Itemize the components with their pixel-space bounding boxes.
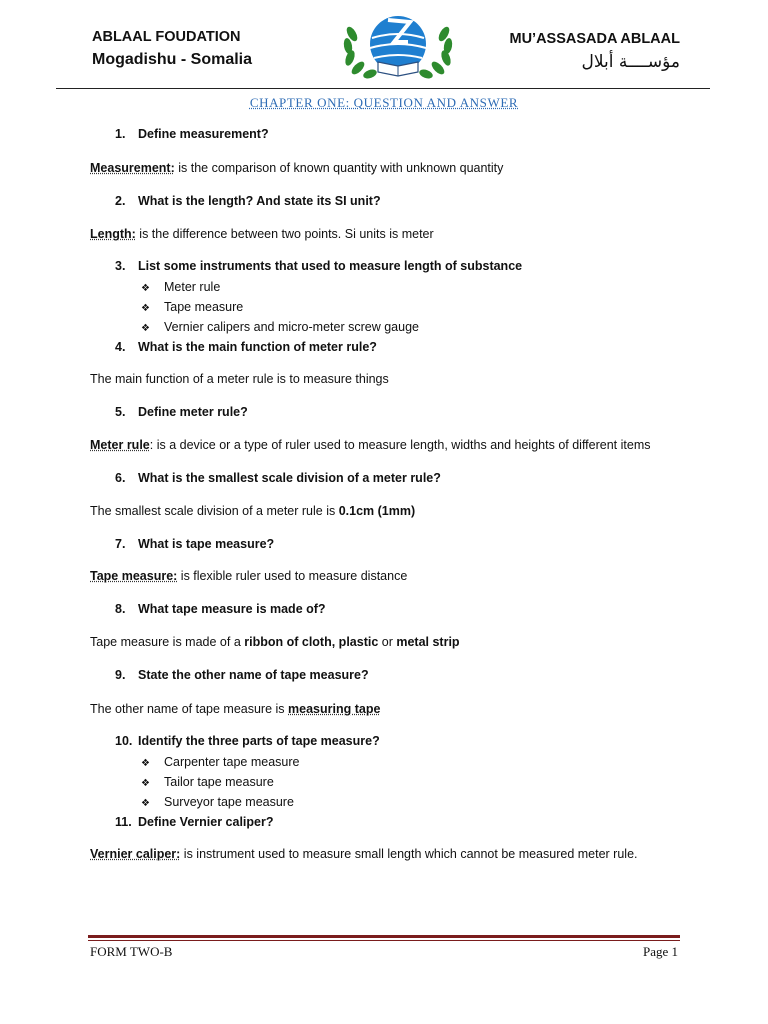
question-number: 6. [115, 471, 126, 485]
answer-highlight: ribbon of cloth, plastic [244, 635, 379, 649]
question-7 [115, 537, 274, 551]
question-2 [115, 194, 381, 208]
question-11 [115, 815, 273, 829]
question-text: State the other name of tape measure? [138, 668, 369, 682]
answer-text: is instrument used to measure small length which cannot be measured meter rule. [180, 847, 638, 861]
list-item-text: Tailor tape measure [164, 775, 274, 789]
question-number: 2. [115, 194, 126, 208]
question-text: What tape measure is made of? [138, 602, 326, 616]
question-text: What is the smallest scale division of a meter rule? [138, 471, 441, 485]
list-item [141, 300, 243, 314]
answer-text: The main function of a meter rule is to measure things [90, 372, 389, 386]
answer-term: Measurement: [90, 161, 175, 175]
question-10 [115, 734, 380, 748]
answer-text: The smallest scale division of a meter rule is [90, 504, 339, 518]
question-number: 8. [115, 602, 126, 616]
list-item-text: Meter rule [164, 280, 221, 294]
list-item [141, 280, 220, 294]
list-item-text: Carpenter tape measure [164, 755, 300, 769]
question-number: 5. [115, 405, 126, 419]
answer-text: : is a device or a type of ruler used to measure length, widths and heights of different items [149, 438, 651, 452]
answer-term: measuring tape [288, 702, 381, 716]
answer-term: Vernier caliper: [90, 847, 181, 861]
diamond-bullet-icon: ❖ [141, 323, 150, 334]
answer-text: or [378, 635, 397, 649]
answer-7 [90, 569, 407, 583]
question-number: 4. [115, 340, 126, 354]
question-text: Define Vernier caliper? [138, 815, 274, 829]
header-divider [56, 88, 710, 89]
question-8 [115, 602, 326, 616]
answer-2 [90, 227, 434, 241]
question-5 [115, 405, 248, 419]
answer-highlight: metal strip [396, 635, 460, 649]
question-6 [115, 471, 441, 485]
question-number: 7. [115, 537, 126, 551]
list-item [141, 775, 274, 789]
answer-text: is the difference between two points. Si units is meter [135, 227, 434, 241]
list-item-text: Surveyor tape measure [164, 795, 294, 809]
diamond-bullet-icon: ❖ [141, 303, 150, 314]
organization-name-somali: MU’ASSASADA ABLAAL [509, 31, 680, 47]
answer-text: The other name of tape measure is [90, 702, 289, 716]
question-4 [115, 340, 377, 354]
question-3 [115, 259, 522, 273]
question-text: What is the length? And state its SI unit? [138, 194, 381, 208]
header-left [92, 29, 252, 69]
organization-location: Mogadishu - Somalia [92, 51, 253, 68]
list-item-text: Tape measure [164, 300, 244, 314]
footer-divider-thin [88, 940, 680, 941]
answer-9 [90, 702, 380, 716]
page-number: Page 1 [642, 944, 678, 959]
answer-term: Tape measure: [90, 569, 178, 583]
answer-highlight: 0.1cm (1mm) [338, 504, 416, 518]
answer-11 [90, 847, 638, 861]
list-item-text: Vernier calipers and micro-meter screw gauge [164, 320, 419, 334]
diamond-bullet-icon: ❖ [141, 758, 150, 769]
question-text: What is tape measure? [138, 537, 275, 551]
foundation-logo [338, 12, 458, 80]
header-right [509, 31, 680, 72]
chapter-title: CHAPTER ONE: QUESTION AND ANSWER [249, 95, 519, 110]
diamond-bullet-icon: ❖ [141, 778, 150, 789]
answer-8 [90, 635, 460, 649]
question-text: List some instruments that used to measure length of substance [138, 259, 523, 273]
answer-text: Tape measure is made of a [90, 635, 245, 649]
question-number: 9. [115, 668, 126, 682]
answer-term: Length: [90, 227, 136, 241]
answer-text: is the comparison of known quantity with unknown quantity [174, 161, 504, 175]
question-text: What is the main function of meter rule? [138, 340, 377, 354]
list-item [141, 795, 294, 809]
diamond-bullet-icon: ❖ [141, 283, 150, 294]
organization-name-arabic: مؤســــة أبلال [581, 52, 680, 72]
question-number: 10. [115, 734, 133, 748]
answer-4 [90, 372, 389, 386]
question-text: Define meter rule? [138, 405, 248, 419]
footer-form-label: FORM TWO-B [90, 944, 173, 959]
answer-6 [90, 504, 415, 518]
list-item [141, 755, 300, 769]
footer-divider-thick [88, 935, 680, 938]
question-1 [115, 127, 269, 141]
question-9 [115, 668, 369, 682]
question-number: 3. [115, 259, 126, 273]
answer-5 [90, 438, 651, 452]
answer-1 [90, 161, 503, 175]
question-number: 1. [115, 127, 126, 141]
question-text: Identify the three parts of tape measure? [138, 734, 380, 748]
diamond-bullet-icon: ❖ [141, 798, 150, 809]
question-number: 11. [115, 815, 132, 829]
list-item [141, 320, 419, 334]
answer-term: Meter rule [90, 438, 150, 452]
answer-text: is flexible ruler used to measure distance [177, 569, 408, 583]
organization-name: ABLAAL FOUDATION [92, 29, 241, 45]
question-text: Define measurement? [138, 127, 269, 141]
